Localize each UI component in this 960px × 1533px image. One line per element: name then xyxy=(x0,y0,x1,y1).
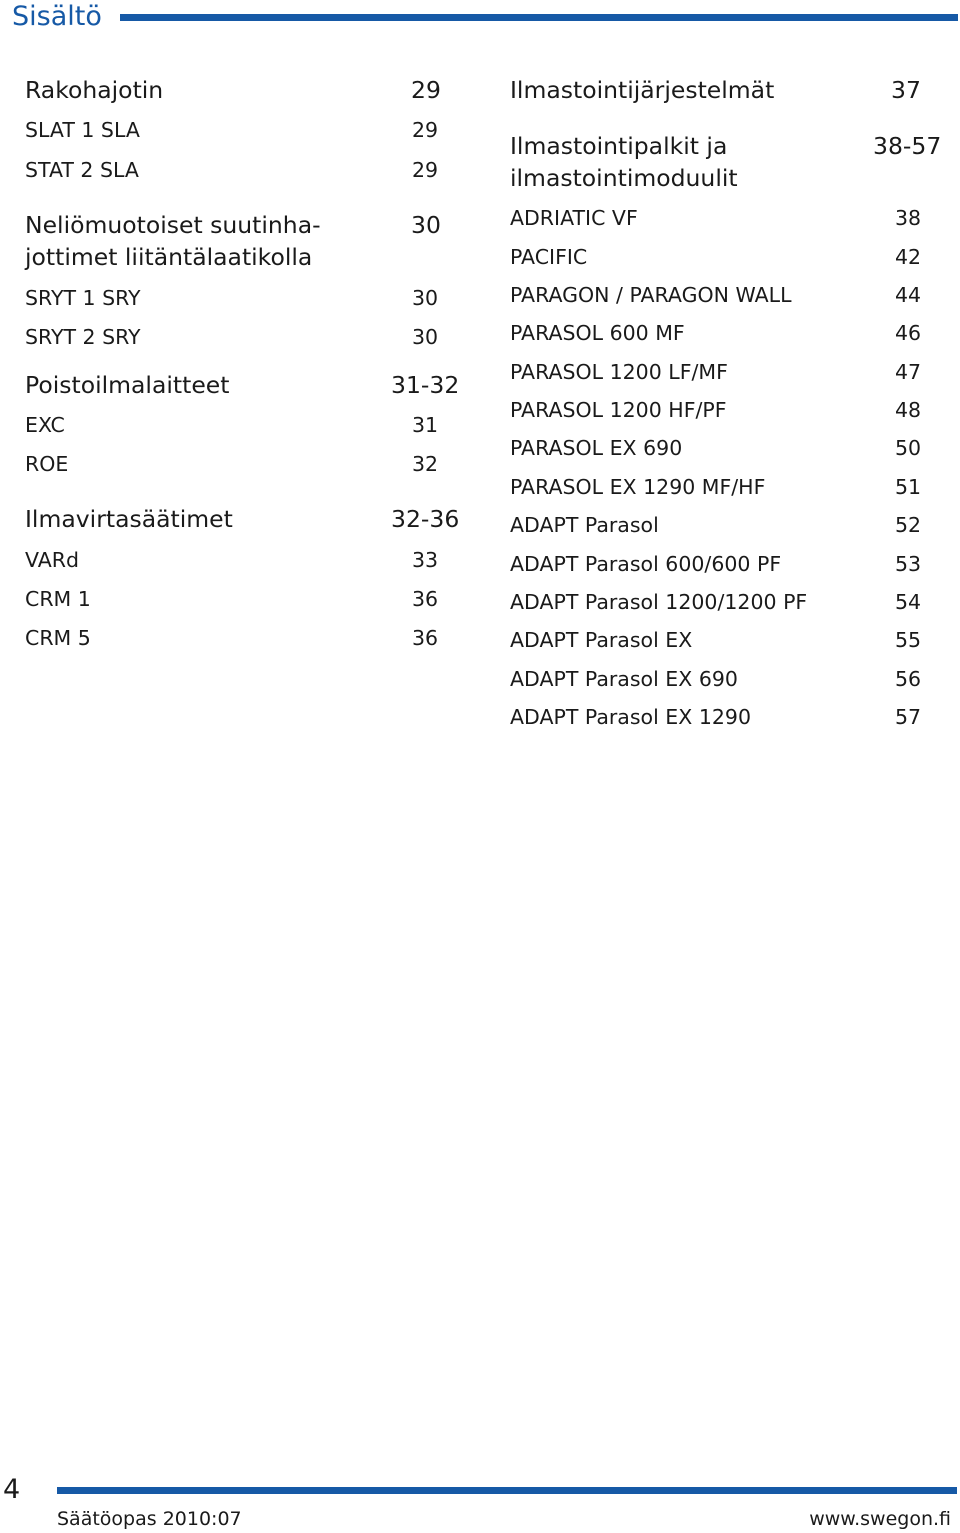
toc-entry-page: 47 xyxy=(895,360,922,384)
toc-entry-page: 38 xyxy=(895,206,922,230)
toc-entry-page: 30 xyxy=(411,211,441,239)
toc-entry-label: Neliömuotoiset suutinha- xyxy=(25,211,321,239)
toc-entry-label: ADAPT Parasol EX 1290 xyxy=(510,705,751,729)
toc-entry-label: Ilmastointijärjestelmät xyxy=(510,76,775,104)
toc-entry-page: 52 xyxy=(895,513,922,537)
toc-entry-page: 55 xyxy=(895,628,922,652)
page-number: 4 xyxy=(3,1474,21,1505)
toc-entry-page: 56 xyxy=(895,667,922,691)
toc-entry-label: Rakohajotin xyxy=(25,76,164,104)
page-title: Sisältö xyxy=(12,1,102,32)
toc-entry-page: 44 xyxy=(895,283,922,307)
website-link[interactable]: www.swegon.fi xyxy=(809,1508,951,1530)
footer-rule xyxy=(57,1487,957,1494)
toc-entry-page: 31 xyxy=(412,413,439,437)
toc-entry-page: 29 xyxy=(412,158,439,182)
toc-entry-label: VARd xyxy=(25,548,79,572)
toc-entry-page: 38-57 xyxy=(873,132,942,160)
header-rule xyxy=(120,14,958,21)
toc-entry-label: PARASOL EX 1290 MF/HF xyxy=(510,475,766,499)
toc-entry-label: STAT 2 SLA xyxy=(25,158,139,182)
toc-entry-label: PARASOL 600 MF xyxy=(510,321,685,345)
toc-entry-label: EXC xyxy=(25,413,65,437)
toc-entry-label: Poistoilmalaitteet xyxy=(25,371,230,399)
toc-entry-page: 51 xyxy=(895,475,922,499)
toc-entry-page: 46 xyxy=(895,321,922,345)
publication-name: Säätöopas 2010:07 xyxy=(57,1508,242,1530)
toc-entry-page: 29 xyxy=(412,118,439,142)
toc-entry-page: 32-36 xyxy=(391,505,460,533)
toc-entry-page: 57 xyxy=(895,705,922,729)
toc-entry-page: 31-32 xyxy=(391,371,460,399)
toc-entry-label-continued: ilmastointimoduulit xyxy=(510,164,738,192)
toc-entry-page: 36 xyxy=(412,587,439,611)
toc-entry-label: SRYT 2 SRY xyxy=(25,325,141,349)
toc-entry-page: 33 xyxy=(412,548,439,572)
toc-entry-label: Ilmastointipalkit ja xyxy=(510,132,728,160)
toc-entry-page: 29 xyxy=(411,76,441,104)
toc-entry-page: 30 xyxy=(412,325,439,349)
toc-entry-label: ADAPT Parasol 1200/1200 PF xyxy=(510,590,808,614)
toc-entry-label: PARASOL 1200 HF/PF xyxy=(510,398,727,422)
toc-entry-page: 32 xyxy=(412,452,439,476)
toc-entry-label: ADAPT Parasol 600/600 PF xyxy=(510,552,782,576)
toc-entry-label: ADAPT Parasol xyxy=(510,513,659,537)
toc-entry-page: 42 xyxy=(895,245,922,269)
toc-entry-label: CRM 5 xyxy=(25,626,91,650)
toc-entry-page: 54 xyxy=(895,590,922,614)
toc-entry-label: SLAT 1 SLA xyxy=(25,118,140,142)
toc-entry-page: 37 xyxy=(891,76,921,104)
toc-entry-label: Ilmavirtasäätimet xyxy=(25,505,233,533)
toc-entry-label: ROE xyxy=(25,452,69,476)
toc-entry-page: 30 xyxy=(412,286,439,310)
toc-entry-label: ADAPT Parasol EX 690 xyxy=(510,667,738,691)
toc-entry-label: PARAGON / PARAGON WALL xyxy=(510,283,792,307)
toc-entry-label: PARASOL 1200 LF/MF xyxy=(510,360,728,384)
toc-entry-page: 48 xyxy=(895,398,922,422)
toc-entry-page: 53 xyxy=(895,552,922,576)
toc-entry-label: PARASOL EX 690 xyxy=(510,436,683,460)
toc-entry-label: SRYT 1 SRY xyxy=(25,286,141,310)
toc-entry-label: ADAPT Parasol EX xyxy=(510,628,693,652)
toc-entry-label: ADRIATIC VF xyxy=(510,206,638,230)
toc-entry-page: 50 xyxy=(895,436,922,460)
toc-entry-page: 36 xyxy=(412,626,439,650)
toc-entry-label: CRM 1 xyxy=(25,587,91,611)
toc-entry-label: PACIFIC xyxy=(510,245,588,269)
toc-entry-label-continued: jottimet liitäntälaatikolla xyxy=(25,243,313,271)
